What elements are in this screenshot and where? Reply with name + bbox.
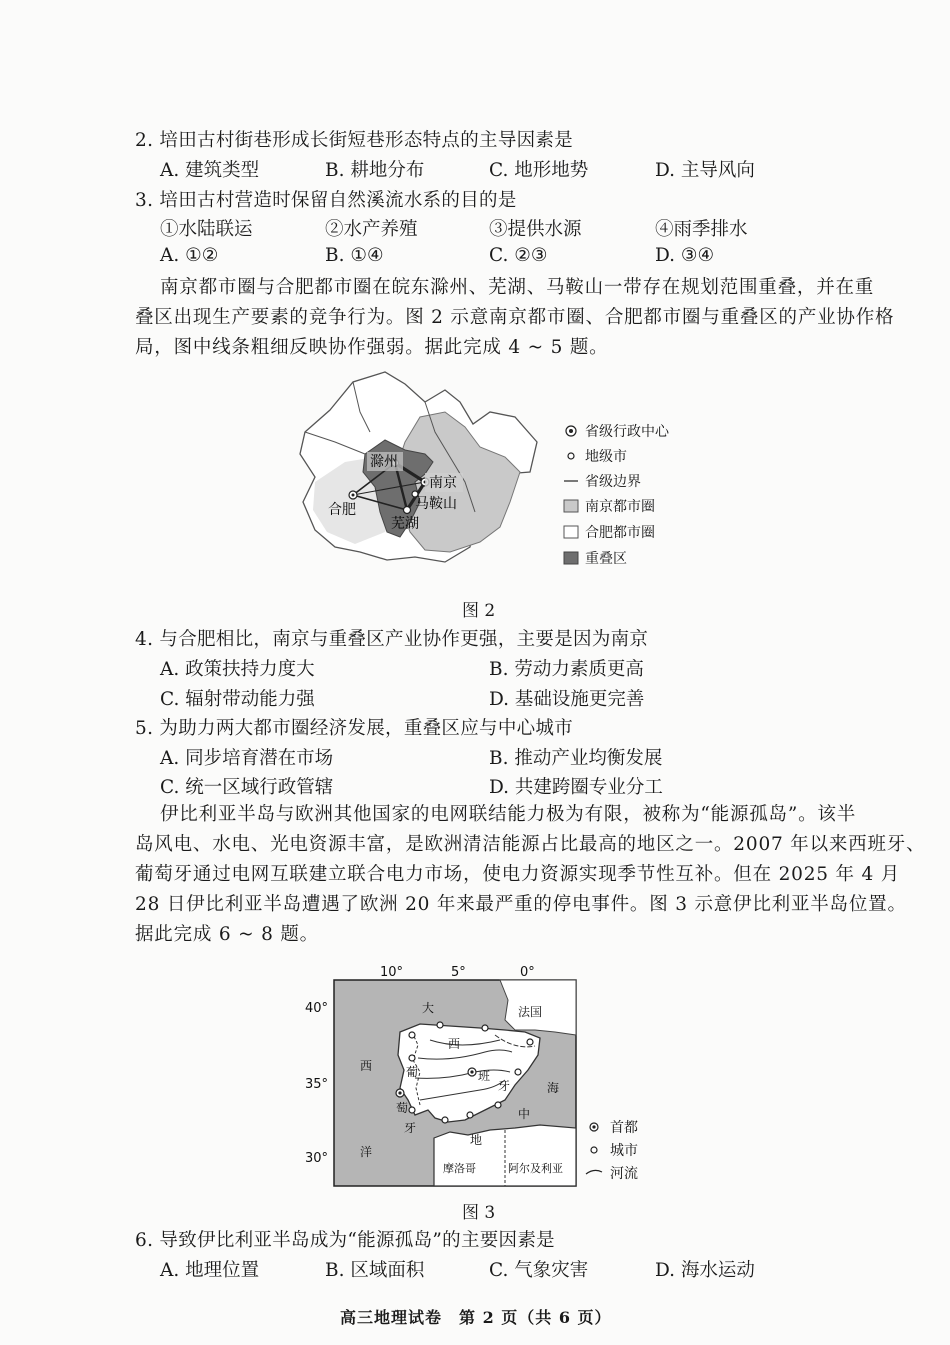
label-di: 地 xyxy=(470,1133,483,1147)
lon-label-10: 10° xyxy=(380,965,404,980)
legend-river: 河流 xyxy=(610,1166,638,1182)
city-dot xyxy=(467,1112,473,1118)
q3-item-1: ①水陆联运 xyxy=(160,219,253,240)
legend-provincial-center: 省级行政中心 xyxy=(585,424,669,440)
q4-option-d: D. 基础设施更完善 xyxy=(489,689,645,710)
nanjing-swatch xyxy=(564,500,578,512)
label-algeria: 阿尔及利亚 xyxy=(508,1162,563,1175)
city-dot xyxy=(482,1025,488,1031)
q4-option-a: A. 政策扶持力度大 xyxy=(160,659,315,680)
legend-provincial-border: 省级边界 xyxy=(585,474,641,490)
label-xi-ocean: 西 xyxy=(360,1059,373,1073)
q3-option-b: B. ①④ xyxy=(325,245,384,266)
passage1-line-3: 局，图中线条粗细反映协作强弱。据此完成 4 ~ 5 题。 xyxy=(135,337,609,358)
figure2-legend xyxy=(564,423,670,567)
q6-option-d: D. 海水运动 xyxy=(655,1260,755,1281)
lat-label-30: 30° xyxy=(305,1151,329,1166)
city-legend-symbol xyxy=(591,1147,597,1153)
label-tao: 萄 xyxy=(396,1101,409,1115)
legend-nanjing-circle: 南京都市圈 xyxy=(585,499,655,515)
city-label-nanjing: 南京 xyxy=(429,475,457,491)
passage2-line-1: 伊比利亚半岛与欧洲其他国家的电网联结能力极为有限，被称为“能源孤岛”。该半 xyxy=(160,804,857,825)
figure2-caption: 图 2 xyxy=(462,601,496,621)
q5-option-d: D. 共建跨圈专业分工 xyxy=(489,777,663,798)
legend-hefei-circle: 合肥都市圈 xyxy=(585,525,655,541)
label-pu: 葡 xyxy=(406,1065,419,1079)
city-dot xyxy=(409,1032,415,1038)
q4-stem: 4. 与合肥相比，南京与重叠区产业协作更强，主要是因为南京 xyxy=(135,629,649,650)
hefei-swatch xyxy=(564,526,578,538)
label-hai: 海 xyxy=(547,1081,560,1095)
q5-option-b: B. 推动产业均衡发展 xyxy=(489,748,663,769)
q2-option-d: D. 主导风向 xyxy=(655,160,755,181)
label-da: 大 xyxy=(422,1001,435,1015)
legend-capital: 首都 xyxy=(610,1120,638,1136)
lon-label-0: 0° xyxy=(520,965,535,980)
q3-option-c: C. ②③ xyxy=(489,245,548,266)
city-dot xyxy=(409,1107,415,1113)
city-label-hefei: 合肥 xyxy=(328,502,356,518)
q3-option-a: A. ①② xyxy=(160,245,219,266)
label-ya-portugal: 牙 xyxy=(404,1121,417,1135)
q6-option-a: A. 地理位置 xyxy=(160,1260,260,1281)
city-dot xyxy=(437,1022,443,1028)
label-ban: 班 xyxy=(478,1069,491,1083)
passage2-line-2: 岛风电、水电、光电资源丰富，是欧洲清洁能源占比最高的地区之一。2007 年以来西班牙、 xyxy=(135,834,926,855)
q3-item-4: ④雨季排水 xyxy=(655,219,748,240)
passage2-line-4: 28 日伊比利亚半岛遭遇了欧洲 20 年来最严重的停电事件。图 3 示意伊比利亚半岛位置。 xyxy=(135,894,907,915)
label-xi-spain: 西 xyxy=(448,1037,461,1051)
passage1-line-1: 南京都市圈与合肥都市圈在皖东滁州、芜湖、马鞍山一带存在规划范围重叠，并在重 xyxy=(160,277,875,298)
figure3-map xyxy=(300,960,660,1195)
q2-option-b: B. 耕地分布 xyxy=(325,160,425,181)
city-dot xyxy=(515,1069,521,1075)
river-legend-symbol xyxy=(586,1170,602,1174)
passage1-line-2: 叠区出现生产要素的竞争行为。图 2 示意南京都市圈、合肥都市圈与重叠区的产业协作格 xyxy=(135,307,895,328)
q6-option-c: C. 气象灾害 xyxy=(489,1260,589,1281)
q4-option-b: B. 劳动力素质更高 xyxy=(489,659,644,680)
city-label-chuzhou: 滁州 xyxy=(370,454,398,470)
q6-stem: 6. 导致伊比利亚半岛成为“能源孤岛”的主要因素是 xyxy=(135,1230,555,1251)
q4-option-c: C. 辐射带动能力强 xyxy=(160,689,315,710)
overlap-swatch xyxy=(564,552,578,564)
passage2-line-3: 葡萄牙通过电网互联建立联合电力市场，使电力资源实现季节性互补。但在 2025 年 4 月 xyxy=(135,864,901,885)
city-label-maanshan: 马鞍山 xyxy=(415,496,457,512)
lon-label-5: 5° xyxy=(451,965,466,980)
q2-stem: 2. 培田古村街巷形成长街短巷形态特点的主导因素是 xyxy=(135,130,574,151)
legend-overlap: 重叠区 xyxy=(585,551,627,567)
legend-city: 城市 xyxy=(610,1143,638,1159)
q6-option-b: B. 区域面积 xyxy=(325,1260,425,1281)
city-symbol xyxy=(568,453,574,459)
label-morocco: 摩洛哥 xyxy=(443,1162,476,1175)
q2-option-c: C. 地形地势 xyxy=(489,160,589,181)
q3-stem: 3. 培田古村营造时保留自然溪流水系的目的是 xyxy=(135,190,517,211)
page-footer: 高三地理试卷 第 2 页（共 6 页） xyxy=(340,1308,612,1327)
q3-item-3: ③提供水源 xyxy=(489,219,582,240)
legend-prefecture-city: 地级市 xyxy=(585,449,627,465)
q3-option-d: D. ③④ xyxy=(655,245,715,266)
lat-label-40: 40° xyxy=(305,1001,329,1016)
city-dot xyxy=(442,1117,448,1123)
label-ya-spain: 牙 xyxy=(498,1079,511,1093)
city-dot xyxy=(495,1102,501,1108)
q5-option-c: C. 统一区域行政管辖 xyxy=(160,777,334,798)
city-dot xyxy=(527,1039,533,1045)
city-label-wuhu: 芜湖 xyxy=(391,516,419,532)
q2-option-a: A. 建筑类型 xyxy=(160,160,260,181)
q3-item-2: ②水产养殖 xyxy=(325,219,418,240)
figure3-caption: 图 3 xyxy=(462,1203,496,1223)
wuhu-marker xyxy=(404,507,411,514)
figure2-map xyxy=(275,362,705,592)
lat-label-35: 35° xyxy=(305,1077,329,1092)
label-yang: 洋 xyxy=(360,1145,373,1159)
q5-option-a: A. 同步培育潜在市场 xyxy=(160,748,334,769)
passage2-line-5: 据此完成 6 ~ 8 题。 xyxy=(135,924,319,945)
city-dot xyxy=(409,1055,415,1061)
label-zhong: 中 xyxy=(518,1107,531,1121)
label-france: 法国 xyxy=(518,1005,543,1019)
q5-stem: 5. 为助力两大都市圈经济发展，重叠区应与中心城市 xyxy=(135,718,574,739)
